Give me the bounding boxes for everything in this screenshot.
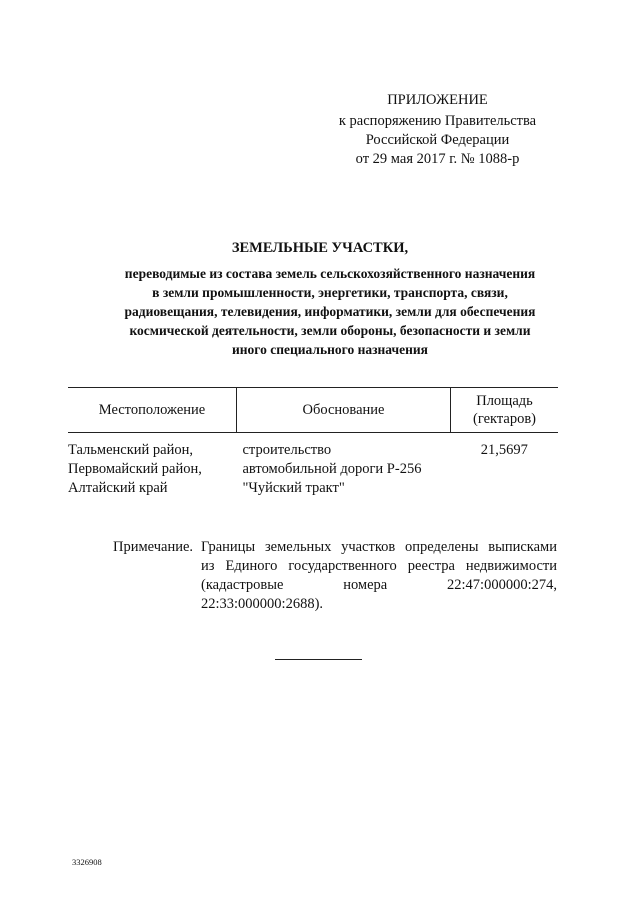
note-label: Примечание. <box>113 539 194 555</box>
basis-line: строительство <box>242 442 332 458</box>
header-area-line-1: Площадь <box>476 393 533 409</box>
subtitle-line: иного специального назначения <box>232 342 428 357</box>
subtitle-line: космической деятельности, земли обороны, безопасности и земли <box>129 323 531 338</box>
appendix-line-3: от 29 мая 2017 г. № 1088-р <box>355 151 520 167</box>
appendix-line-2: Российской Федерации <box>365 132 510 148</box>
appendix-block <box>330 91 545 169</box>
subtitle-line: радиовещания, телевидения, информатики, земли для обеспечения <box>124 304 536 319</box>
document-title: ЗЕМЕЛЬНЫЕ УЧАСТКИ, <box>231 240 409 256</box>
note-line: (кадастровые номера 22:47:000000:274, <box>201 577 557 593</box>
document-id: 3326908 <box>72 857 102 867</box>
location-line: Тальменский район, <box>68 442 193 458</box>
basis-line: "Чуйский тракт" <box>242 480 345 496</box>
basis-line: автомобильной дороги Р-256 <box>242 461 422 477</box>
header-area-line-2: (гектаров) <box>473 411 536 427</box>
table-header-row <box>68 388 558 433</box>
header-basis: Обоснование <box>237 388 451 433</box>
document-subtitle <box>70 264 590 359</box>
note-text <box>201 538 557 614</box>
location-line: Первомайский район, <box>68 461 202 477</box>
subtitle-line: в земли промышленности, энергетики, транспорта, связи, <box>152 285 508 300</box>
location-line: Алтайский край <box>68 480 168 496</box>
land-parcels-table <box>68 387 558 498</box>
note-line: 22:33:000000:2688). <box>201 596 324 612</box>
separator-line <box>275 659 362 660</box>
appendix-line-1: к распоряжению Правительства <box>338 113 537 129</box>
note-line: из Единого государственного реестра недвижимости <box>201 558 557 574</box>
cell-location <box>68 433 237 499</box>
appendix-title: ПРИЛОЖЕНИЕ <box>387 92 488 108</box>
header-location: Местоположение <box>68 388 237 433</box>
header-area <box>451 388 559 433</box>
subtitle-line: переводимые из состава земель сельскохозяйственного назначения <box>124 266 536 281</box>
cell-area: 21,5697 <box>480 442 528 458</box>
cell-basis <box>237 433 451 499</box>
note-line: Границы земельных участков определены выписками <box>201 539 557 555</box>
table-row <box>68 433 558 499</box>
